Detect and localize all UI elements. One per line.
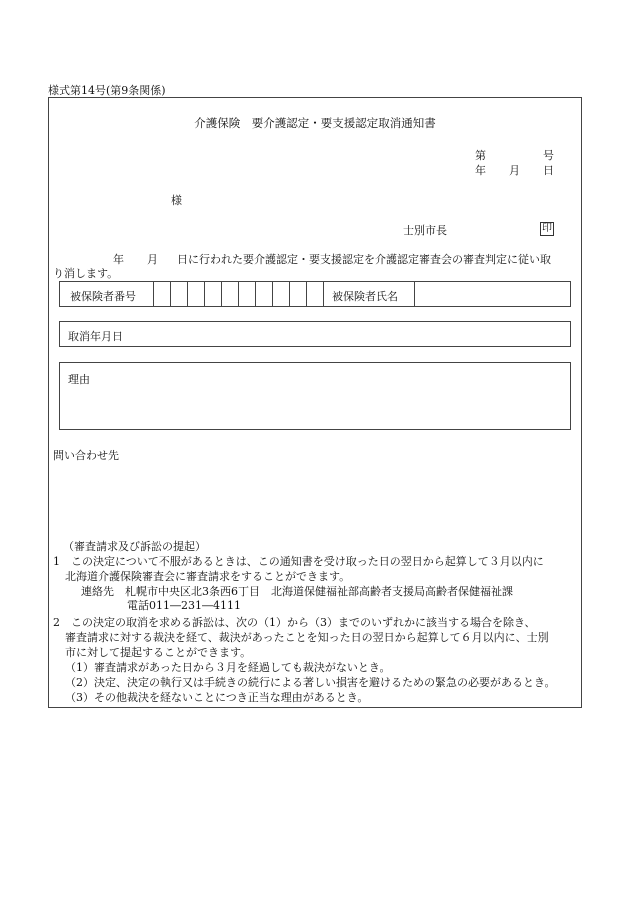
doc-number-go: 号 [543,149,554,162]
digit-cell[interactable] [306,282,307,306]
digit-cell[interactable] [187,282,188,306]
appeal-contact-line1: 連絡先 札幌市中央区北3条西6丁目 北海道保健福祉部高齢者支援局高齢者保健福祉課 [81,585,513,598]
appeal-item2-line1: 2 この決定の取消を求める訴訟は、次の（1）から（3）までのいずれかに該当する場合を除き、 [53,616,536,629]
insured-name-label: 被保険者氏名 [332,290,398,303]
contact-label: 問い合わせ先 [53,449,119,462]
reason-label: 理由 [68,373,90,386]
digit-cell[interactable] [238,282,239,306]
appeal-sub3: （3）その他裁決を経ないことにつき正当な理由があるとき。 [65,691,369,704]
form-number: 様式第14号(第9条関係) [48,84,166,97]
doc-number-dai: 第 [475,149,486,162]
digit-cell[interactable] [272,282,273,306]
appeal-sub1: （1）審査請求があった日から３月を経過しても裁決がないとき。 [65,661,391,674]
appeal-item1-line2: 北海道介護保険審査会に審査請求をすることができます。 [65,570,351,583]
appeal-sub2: （2）決定、決定の執行又は手続きの続行による著しい損害を避けるための緊急の必要があるとき。 [65,676,556,689]
insured-name-label-divider [323,282,324,306]
cancel-date-row[interactable] [59,321,571,347]
appeal-contact-phone: 電話011―231―4111 [127,599,241,612]
digit-cell[interactable] [153,282,154,306]
cancel-date-label: 取消年月日 [68,330,123,343]
intro-year: 年 [113,253,124,266]
appeal-item1-line1: 1 この決定について不服があるときは、この通知書を受け取った日の翌日から起算して３月以内に [53,555,544,568]
issuer-name: 士別市長 [403,224,447,237]
notice-frame [48,97,582,708]
intro-month: 月 [147,253,158,266]
date-month: 月 [509,164,520,177]
digit-cell[interactable] [204,282,205,306]
appeal-item2-line2: 審査請求に対する裁決を経て、裁決があったことを知った日の翌日から起算して６月以内に、士別 [65,631,549,644]
appeal-item2-line3: 市に対して提起することができます。 [65,646,252,659]
intro-text: 日に行われた要介護認定・要支援認定を介護認定審査会の審査判定に従い取 [177,253,551,266]
digit-cell[interactable] [255,282,256,306]
digit-cell[interactable] [221,282,222,306]
insured-name-field[interactable] [414,282,415,306]
document-title: 介護保険 要介護認定・要支援認定取消通知書 [194,116,436,130]
date-day: 日 [543,164,554,177]
appeal-heading: （審査請求及び訴訟の提起） [63,540,206,553]
date-year: 年 [475,164,486,177]
digit-cell[interactable] [289,282,290,306]
intro-text-line2: り消します。 [53,267,119,280]
seal-mark: 印 [542,223,552,234]
digit-cell[interactable] [170,282,171,306]
reason-box[interactable] [59,362,571,430]
insured-number-label: 被保険者番号 [70,290,136,303]
recipient-suffix: 様 [171,194,182,207]
insured-row [59,281,571,307]
